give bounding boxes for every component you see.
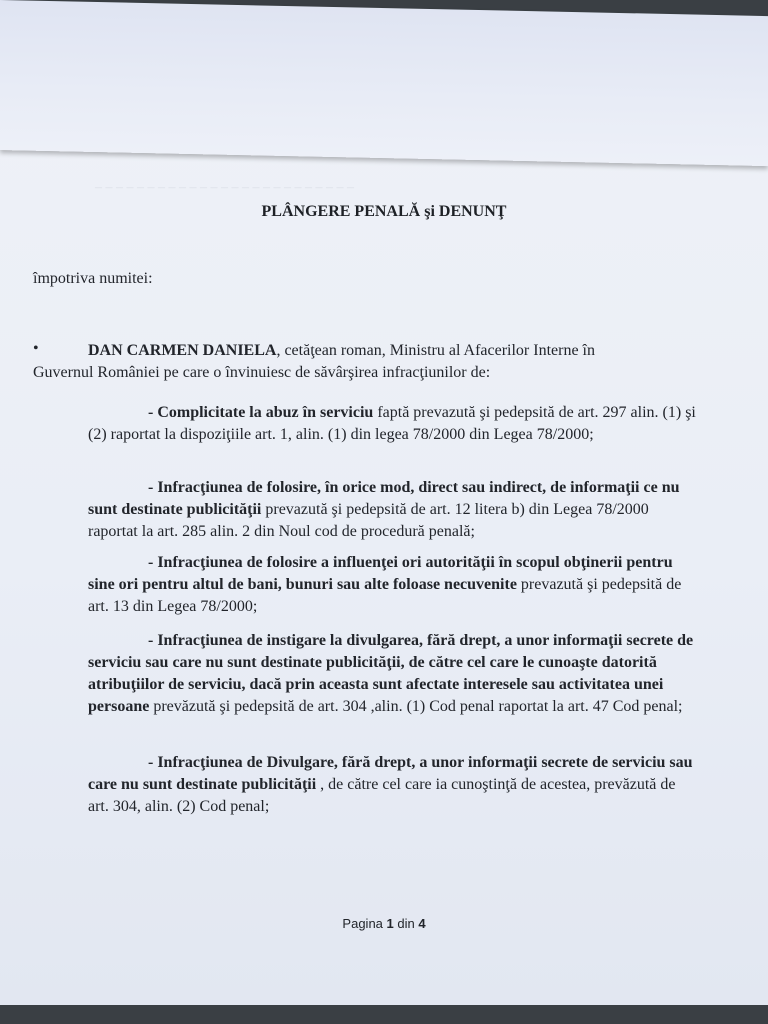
overlapping-sheet <box>0 0 768 166</box>
charge-4-title-cont: secrete de serviciu sau care nu sunt destinate publicităţii, de către cel care le cunoaşte datorită atribuţiilor de serviciu, dacă prin aceasta sunt afectate interesele sau activitatea unei persoane <box>88 632 694 715</box>
background-surface <box>0 1005 768 1024</box>
page-footer <box>0 916 768 931</box>
charge-3-ref: prevazută şi pedepsită de art. 13 din Legea 78/2000; <box>88 576 682 615</box>
charge-1-ref: faptă prevazută şi pedepsită de art. 297 <box>373 404 627 421</box>
person-line-2: Guvernul României pe care o învinuiesc de săvârşirea infracţiunilor de: <box>33 364 491 381</box>
person-line-1 <box>88 340 723 362</box>
charge-5 <box>88 752 698 818</box>
document-title: PLÂNGERE PENALĂ şi DENUNŢ <box>261 203 507 220</box>
charge-4-ref: prevăzută şi pedepsită de art. 304 ,alin. (1) Cod penal raportat la art. 47 Cod penal; <box>149 698 683 715</box>
charge-2-ref: prevazută şi pedepsită de art. 12 litera b) din Legea 78/2000 raportat la art. 285 alin. 2 din Noul cod de procedură penală; <box>88 501 649 540</box>
charge-5-title-cont: serviciu sau care nu sunt destinate publicităţii <box>88 754 693 793</box>
intro-text: împotriva numitei: <box>33 270 153 287</box>
charge-3 <box>88 552 698 618</box>
charge-2 <box>88 477 698 543</box>
charge-2-title-cont: ce nu sunt destinate publicităţii <box>88 479 680 518</box>
charge-1-title: - Complicitate la abuz în serviciu <box>148 404 374 421</box>
charge-4-title: - Infracţiunea de instigare la divulgarea, fără drept, a unor informaţii <box>148 632 623 649</box>
page-total: 4 <box>418 916 426 931</box>
charge-4 <box>88 630 698 718</box>
person-name: DAN CARMEN DANIELA <box>88 342 277 359</box>
charge-5-ref: , de către cel care ia cunoştinţă de acestea, prevăzută de art. 304, alin. (2) Cod penal; <box>88 776 676 815</box>
charge-3-title: - Infracţiunea de folosire a influenţei ori autorităţii în scopul obţinerii <box>148 554 623 571</box>
charge-5-title: - Infracţiunea de Divulgare, fără drept, a unor informaţii secrete de <box>148 754 609 771</box>
bullet-marker: • <box>33 340 39 357</box>
charge-2-title: - Infracţiunea de folosire, în orice mod, direct sau indirect, de informaţii <box>148 479 640 496</box>
charge-1 <box>88 402 698 446</box>
bleed-through-decoration: – – – – – – – – – – – – – – – – – – – – – – – – – <box>95 180 354 195</box>
charge-1-rest: alin. (1) şi (2) raportat la dispoziţiile art. 1, alin. (1) din legea 78/2000 din Legea 78/2000; <box>88 404 696 443</box>
page-current: 1 <box>386 916 394 931</box>
page-label: Pagina <box>342 916 387 931</box>
person-description: , cetăţean roman, Ministru al Afacerilor Interne în <box>276 342 595 359</box>
charge-3-title-cont: pentru sine ori pentru altul de bani, bunuri sau alte foloase necuvenite <box>88 554 673 593</box>
page-of: din <box>393 916 419 931</box>
